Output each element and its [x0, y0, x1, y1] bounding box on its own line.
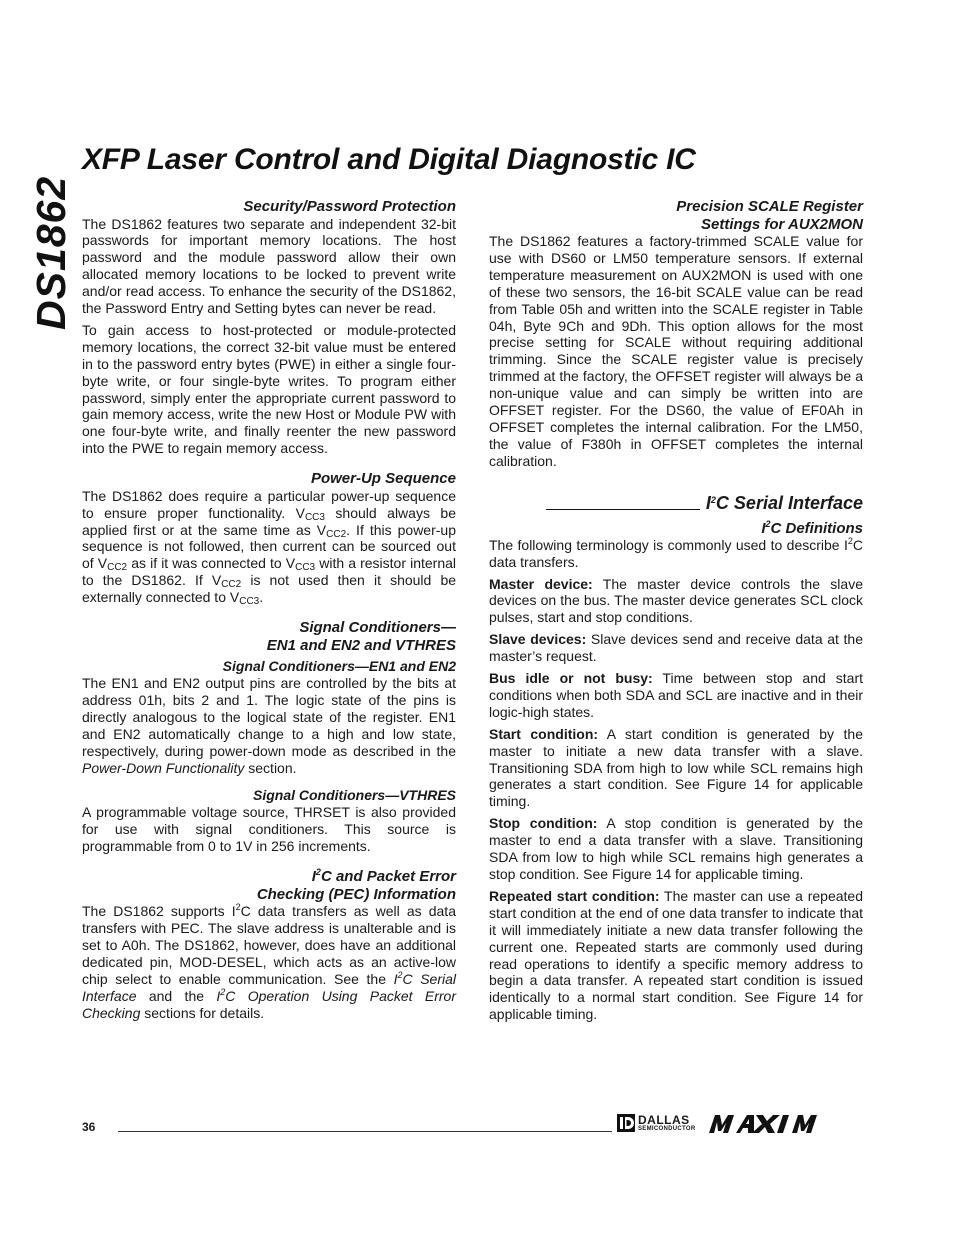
page-title: XFP Laser Control and Digital Diagnostic IC: [82, 143, 696, 176]
dallas-wordmark: DALLAS: [638, 1113, 690, 1127]
pec-heading: $I^2C$ and Packet Error Checking (PEC) Information: [256, 867, 456, 903]
signal-heading: Signal Conditioners— EN1 and EN2 and VTHRES: [266, 619, 456, 654]
signal-vthres-paragraph: A programmable voltage source, THRSET is also provided for use with signal conditioners. This source is programmable from 0 to 1V in 256 increments.: [82, 804, 456, 855]
page-number: 36: [82, 1120, 96, 1134]
definition-master-device: Master device: The master device controls the slave devices on the bus. The master device generates SCL clock pulses, start and stop conditions.: [489, 575, 863, 626]
right-column: [489, 198, 863, 1028]
signal-en-paragraph: The EN1 and EN2 output pins are controlled by the bits at address 01h, bits 2 and 1. The logic state of the pins is directly analogous to the logical state of the register. EN1 and EN2 automatically change to a high and low state, respectively, during power-down mode as described in the Power-Down Functionality section.: [82, 675, 456, 776]
i2c-heading: $I^2C$ Serial Interface: [705, 492, 863, 513]
footer-rule: [118, 1131, 612, 1132]
dallas-logo: [617, 1114, 695, 1132]
dallas-mark-icon: [617, 1114, 635, 1132]
security-heading: Security/Password Protection: [243, 198, 456, 215]
left-column: [82, 198, 456, 1027]
i2c-intro-paragraph: The following terminology is commonly used to describe $I^2C$ data transfers.: [489, 535, 863, 570]
definition-bus-idle: Bus idle or not busy: Time between stop and start conditions when both SDA and SCL are inactive and in their logic-high states.: [489, 670, 864, 720]
i2c-definitions-heading: $I^2C$ Definitions: [761, 518, 863, 537]
side-part-label: DS1862: [28, 175, 74, 330]
powerup-paragraph: The DS1862 does require a particular power-up sequence to ensure proper functionality. $V_{CC3}$ should always be applied first or at the same time as $V_{CC2}$. If this power-up sequence is not followed, then current can be sourced out of $V_{CC2}$ as if it was connected to $V_{CC3}$ with a resistor internal to the DS1862. If $V_{CC2}$ is not used then it should be externally connected to $V_{CC3}$.: [82, 487, 457, 608]
security-paragraph-1: The DS1862 features two separate and independent 32-bit passwords for important memory locations. The host password and the module password allow their own allocated memory locations to be locked to prevent write and/or read access. To enhance the security of the DS1862, the Password Entry and Setting bytes can never be read.: [82, 215, 456, 317]
definition-stop-condition: Stop condition: A stop condition is generated by the master to end a data transfer with a slave. Transitioning SDA from low to high while SCL remains high generates a stop condition. See Figure 14 for applicable timing.: [489, 815, 863, 882]
scale-paragraph: The DS1862 features a factory-trimmed SCALE value for use with DS60 or LM50 temperature sensors. If external temperature measurement on AUX2MON is used with one of these two sensors, the 16-bit SCALE value can be read from Table 05h and written into the SCALE register in Table 04h, Byte 9Ch and 9Dh. This option allows for the most precise setting for SCALE without requiring additional trimming. Since the SCALE register value is precisely trimmed at the factory, the OFFSET register will always be a non-unique value and can simply be written into are OFFSET register. For the DS60, the value of EF0Ah in OFFSET completes the internal calibration. For the LM50, the value of F380h in OFFSET completes the internal calibration.: [489, 233, 863, 469]
maxim-logo: [707, 1114, 859, 1134]
i2c-section-header: [489, 492, 863, 514]
section-rule: [546, 509, 700, 510]
powerup-heading: Power-Up Sequence: [310, 470, 456, 488]
definition-repeated-start: Repeated start condition: The master can use a repeated start condition at the end of one data transfer to indicate that it will immediately initiate a new data transfer following the current one. Repeated starts are commonly used during read operations to identify a specific memory address to begin a data transfer. A repeated start condition is issued identically to a normal start condition. See Figure 14 for applicable timing.: [489, 887, 863, 1023]
pec-paragraph: The DS1862 supports $I^2C$ data transfers as well as data transfers with PEC. The slave address is unalterable and is set to A0h. The DS1862, however, does have an additional dedicated pin, MOD-DESEL, which acts as an active-low chip select to enable communication. See the $I^2C$ Serial Interface and the $I^2C$ Operation Using Packet Error Checking sections for details.: [82, 902, 456, 1021]
definition-slave-devices: Slave devices: Slave devices send and receive data at the master’s request.: [489, 631, 863, 665]
scale-heading: Precision SCALE Register Settings for AUX2MON: [676, 198, 863, 233]
definition-start-condition: Start condition: A start condition is generated by the master to initiate a new data transfer with a slave. Transitioning SDA from high to low while SCL remains high generates a start condition. See Figure 14 for applicable timing.: [489, 725, 864, 810]
signal-vthres-subheading: Signal Conditioners—VTHRES: [252, 787, 456, 804]
semiconductor-wordmark: SEMICONDUCTOR: [638, 1126, 696, 1132]
signal-en-subheading: Signal Conditioners—EN1 and EN2: [222, 658, 456, 675]
security-paragraph-2: To gain access to host-protected or module-protected memory locations, the correct 32-bit value must be entered in to the password entry bytes (PWE) in either a single four-byte write, or four single-byte writes. To program either password, simply enter the appropriate current password to gain memory access, write the new Host or Module PW with one four-byte write, and finally reenter the new password into the PWE to regain memory access.: [82, 321, 456, 457]
